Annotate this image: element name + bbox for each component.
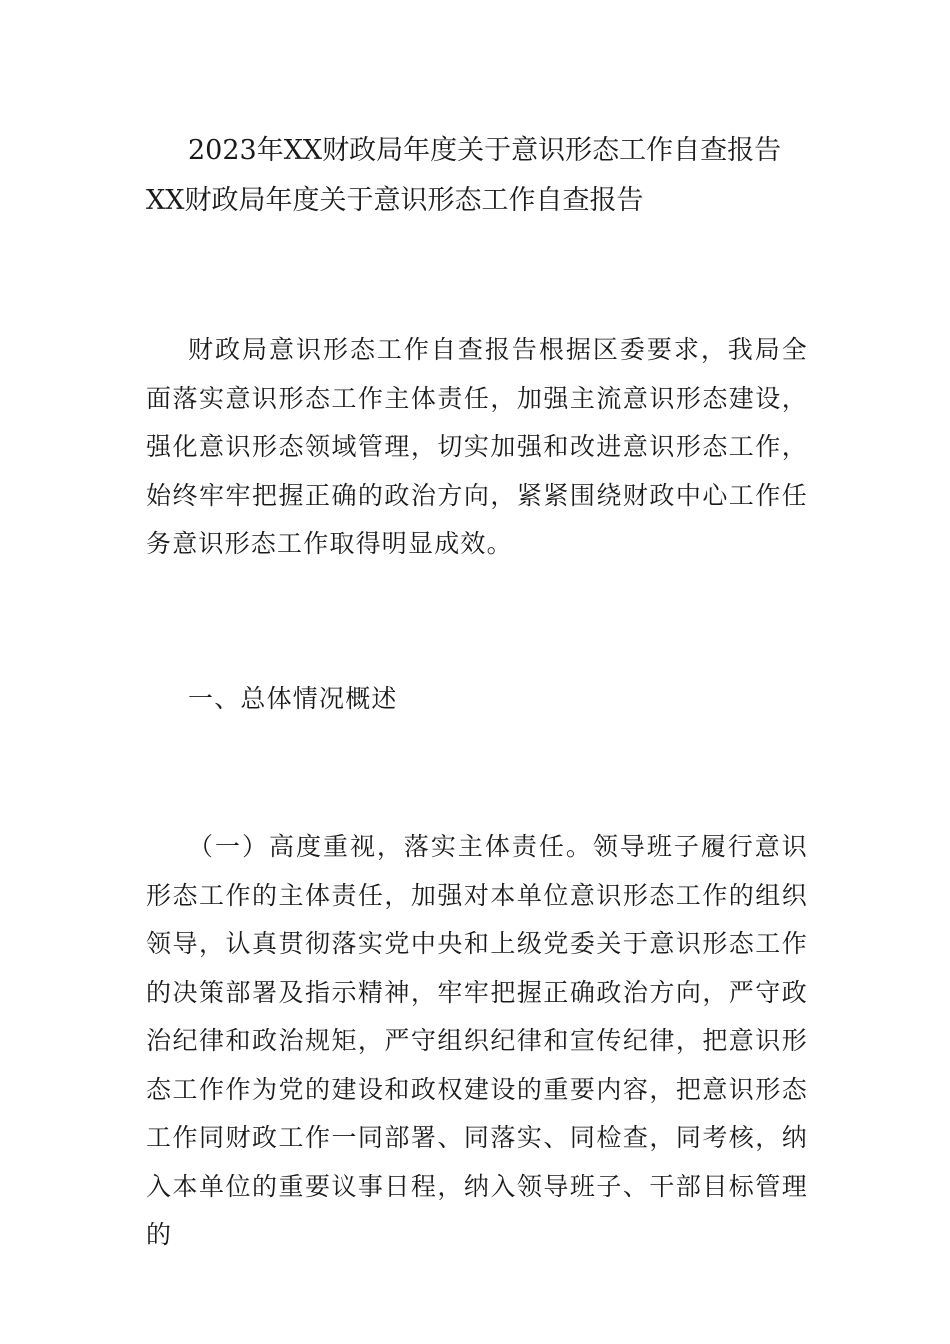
document-title-line-2: XX财政局年度关于意识形态工作自查报告 (146, 185, 644, 216)
section-paragraph: （一）高度重视，落实主体责任。领导班子履行意识形态工作的主体责任，加强对本单位意识形态工作的组织领导，认真贯彻落实党中央和上级党委关于意识形态工作的决策部署及指示精神，牢牢把握正确政治方向，严守政治纪律和政治规矩，严守组织纪律和宣传纪律，把意识形态工作作为党的建设和政权建设的重要内容，把意识形态工作同财政工作一同部署、同落实、同检查，同考核，纳入本单位的重要议事日程，纳入领导班子、干部目标管理的 (146, 832, 808, 1249)
document-title-line-1: 2023年XX财政局年度关于意识形态工作自查报告 (188, 135, 782, 166)
intro-paragraph: 财政局意识形态工作自查报告根据区委要求，我局全面落实意识形态工作主体责任，加强主流意识形态建设，强化意识形态领域管理，切实加强和改进意识形态工作，始终牢牢把握正确的政治方向，紧紧围绕财政中心工作任务意识形态工作取得明显成效。 (146, 335, 808, 558)
section-heading: 一、总体情况概述 (188, 684, 398, 713)
